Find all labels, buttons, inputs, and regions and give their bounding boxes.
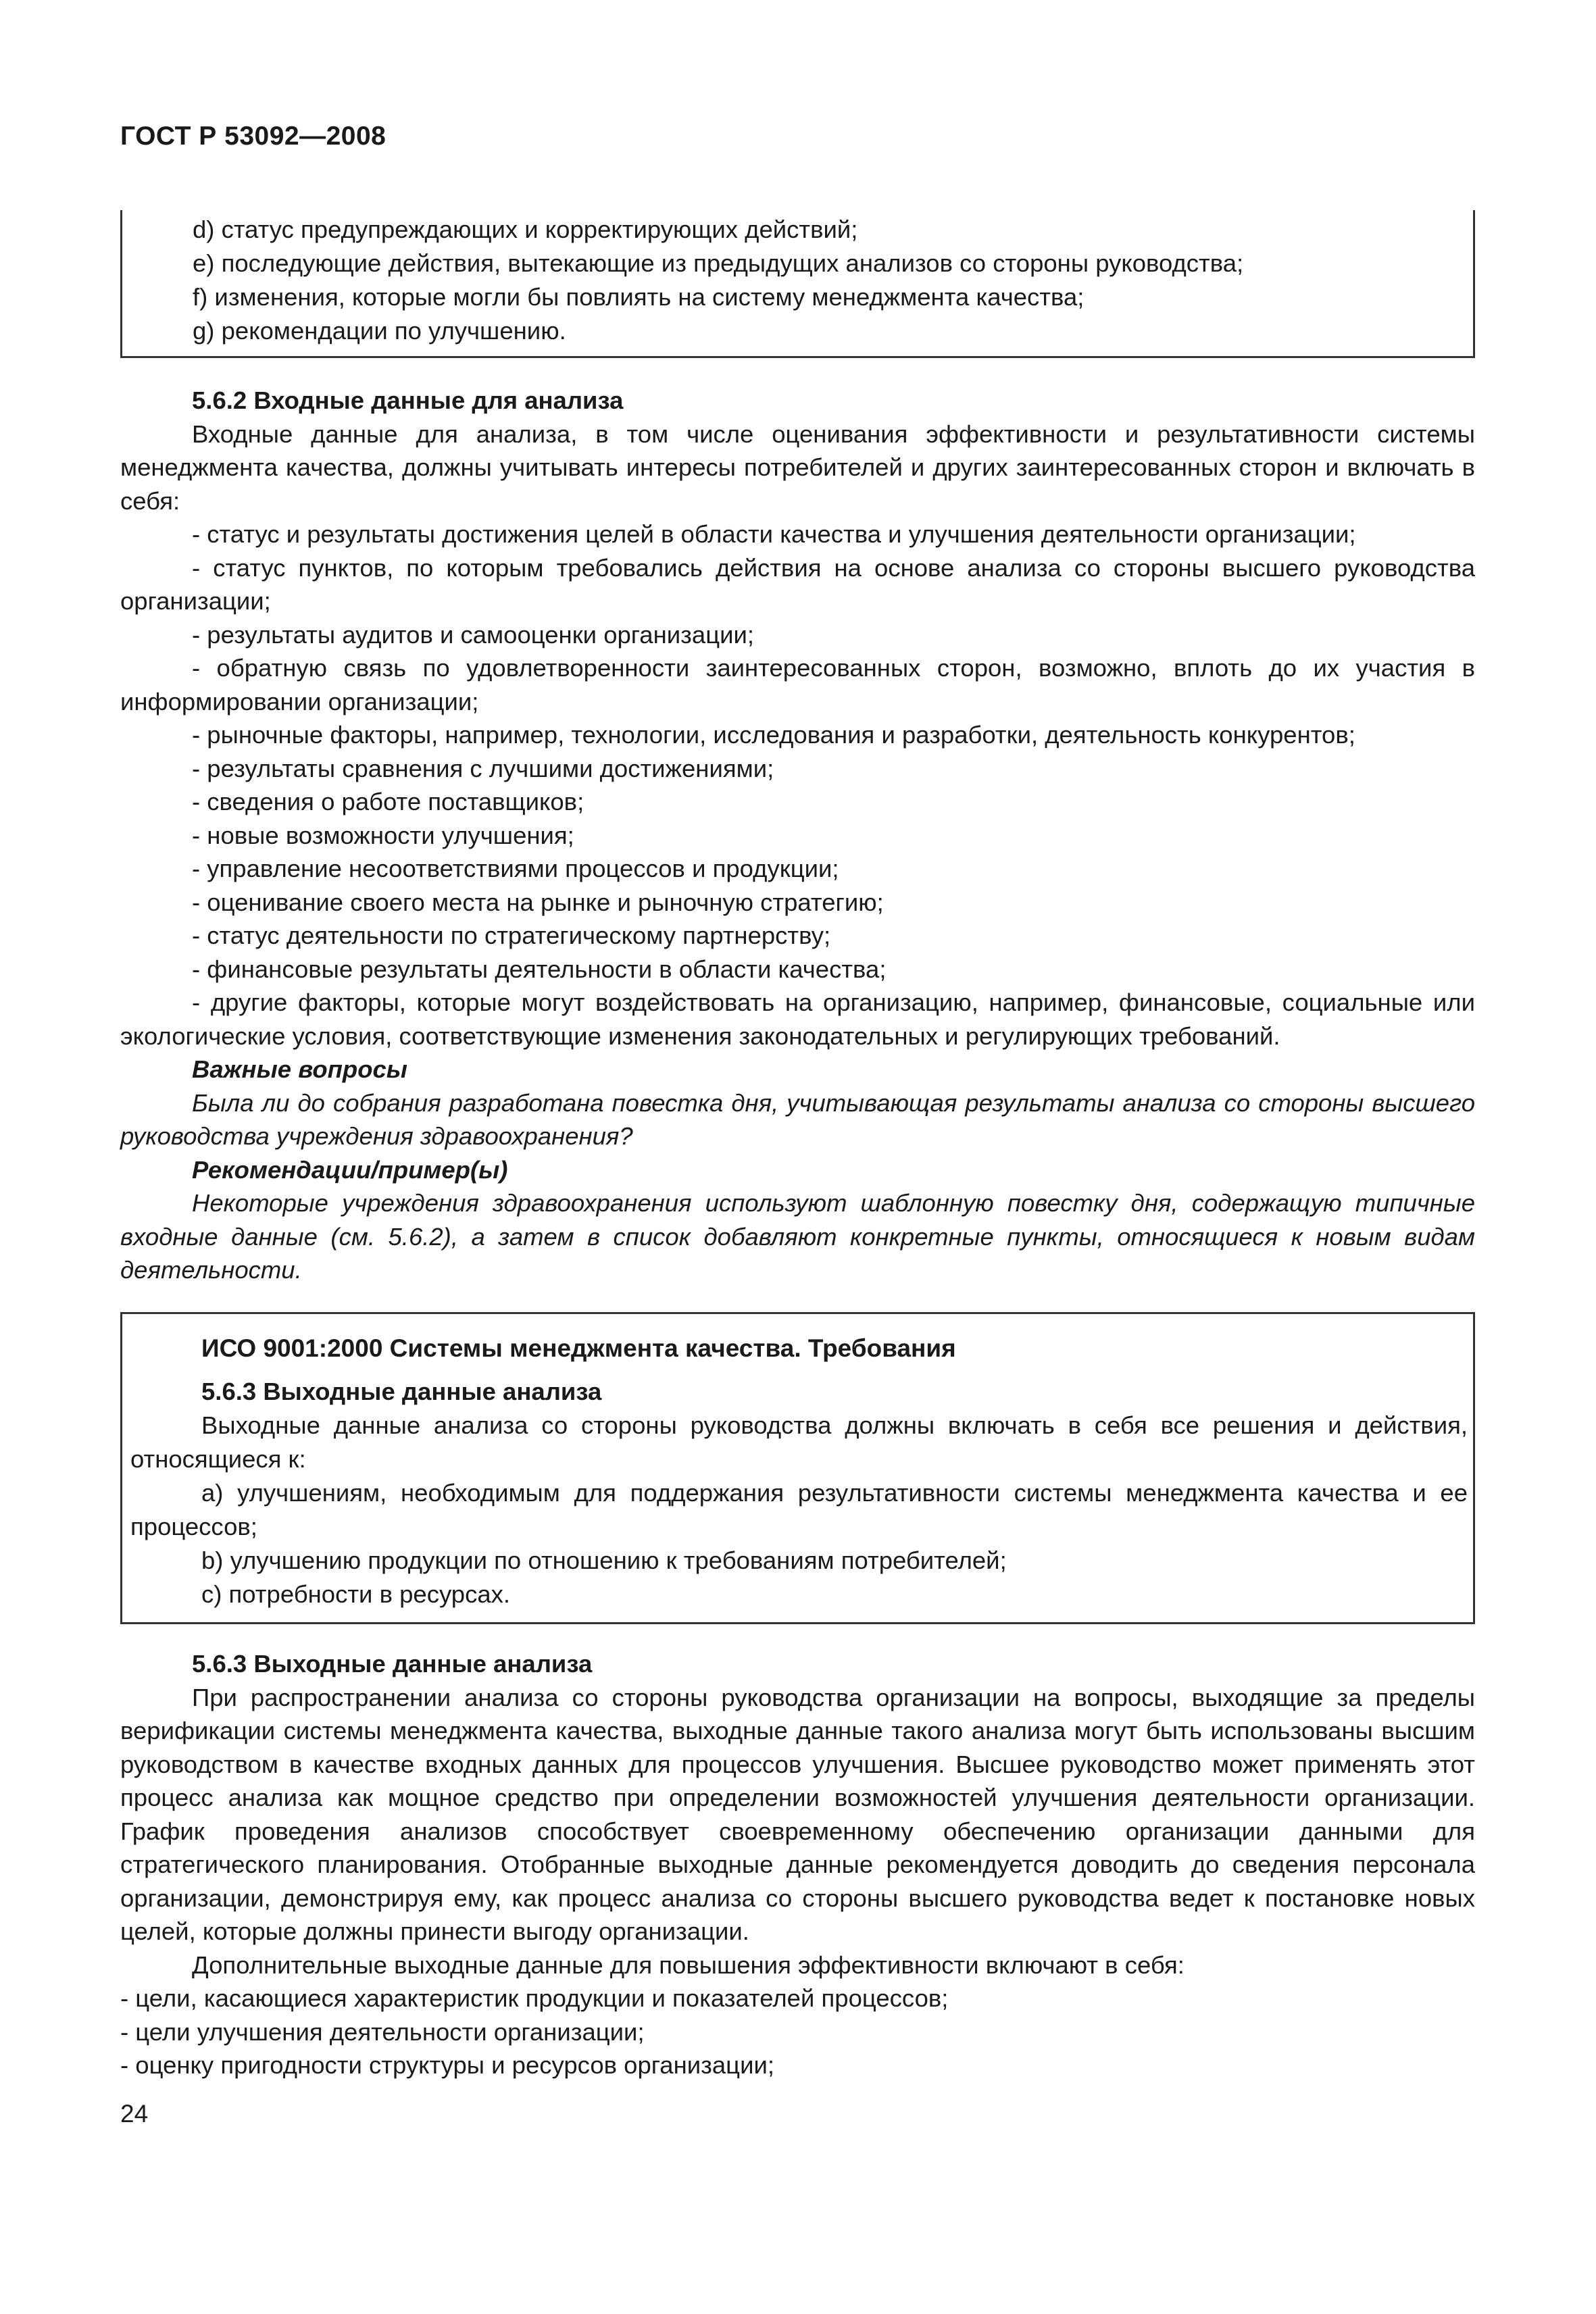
paragraph: Дополнительные выходные данные для повышения эффективности включают в себя:	[192, 1951, 1184, 1979]
list-item: - оценку пригодности структуры и ресурсов организации;	[120, 2051, 774, 2079]
list-item: - финансовые результаты деятельности в области качества;	[192, 955, 887, 983]
list-item: g) рекомендации по улучшению.	[193, 317, 566, 345]
questions-text: Была ли до собрания разработана повестка дня, учитывающая результаты анализа со стороны высшего руководства учреждения здравоохранения?	[120, 1088, 1475, 1150]
section-5-6-2	[120, 384, 1475, 1287]
list-item: - результаты аудитов и самооценки организации;	[192, 620, 755, 649]
list-item: с) потребности в ресурсах.	[201, 1580, 511, 1608]
recommendations-text: Некоторые учреждения здравоохранения используют шаблонную повестку дня, содержащую типичные входные данные (см. 5.6.2), а затем в список добавляют конкретные пункты, относящиеся к новым видам деятельности.	[120, 1189, 1475, 1284]
list-item: - другие факторы, которые могут воздействовать на организацию, например, финансовые, социальные или экологические условия, соответствующие изменения законодательных и регулирующих требований.	[120, 988, 1475, 1050]
list-item: - цели улучшения деятельности организации;	[120, 2017, 645, 2046]
questions-heading: Важные вопросы	[192, 1055, 407, 1083]
list-item: - статус пунктов, по которым требовались действия на основе анализа со стороны высшего руководства организации;	[120, 553, 1475, 615]
section-heading: 5.6.2 Входные данные для анализа	[192, 386, 624, 414]
list-item: - статус и результаты достижения целей в области качества и улучшения деятельности организации;	[192, 520, 1356, 548]
paragraph: Входные данные для анализа, в том числе оценивания эффективности и результативности системы менеджмента качества, должны учитывать интересы потребителей и других заинтересованных сторон и включать в себя:	[120, 420, 1475, 515]
document-header: ГОСТ Р 53092—2008	[120, 122, 386, 151]
list-item: - новые возможности улучшения;	[192, 821, 574, 849]
list-item: - обратную связь по удовлетворенности заинтересованных сторон, возможно, вплоть до их участия в информировании организации;	[120, 654, 1475, 715]
iso-box-title: ИСО 9001:2000 Системы менеджмента качества. Требования	[201, 1334, 956, 1362]
section-heading: 5.6.3 Выходные данные анализа	[192, 1650, 593, 1678]
recommendations-heading: Рекомендации/пример(ы)	[192, 1155, 508, 1184]
page-number: 24	[120, 2100, 149, 2128]
paragraph: Выходные данные анализа со стороны руководства должны включать в себя все решения и действия, относящиеся к:	[130, 1411, 1468, 1473]
list-item: - управление несоответствиями процессов и продукции;	[192, 855, 839, 882]
list-item: d) статус предупреждающих и корректирующих действий;	[193, 216, 858, 243]
paragraph: При распространении анализа со стороны руководства организации на вопросы, выходящие за пределы верификации системы менеджмента качества, выходные данные такого анализа могут быть использованы высшим руководством в качестве входных данных для процессов улучшения. Высшее руководство может применять этот процесс анализа как мощное средство при определении возможностей улучшения деятельности организации. График проведения анализов способствует своевременному обеспечению организации данными для стратегического планирования. Отобранные выходные данные рекомендуется доводить до сведения персонала организации, демонстрируя ему, как процесс анализа со стороны высшего руководства ведет к постановке новых целей, которые должны принести выгоду организации.	[120, 1683, 1475, 1945]
list-item: f) изменения, которые могли бы повлиять на систему менеджмента качества;	[193, 283, 1084, 311]
section-5-6-3	[120, 1647, 1475, 2082]
list-item: - сведения о работе поставщиков;	[192, 788, 584, 815]
list-item: - цели, касающиеся характеристик продукции и показателей процессов;	[120, 1984, 949, 2012]
list-item: - рыночные факторы, например, технологии, исследования и разработки, деятельность конкурентов;	[192, 721, 1355, 749]
list-item: - оценивание своего места на рынке и рыночную стратегию;	[192, 888, 884, 916]
list-item: а) улучшениям, необходимым для поддержания результативности системы менеджмента качества и ее процессов;	[130, 1479, 1468, 1540]
iso-quote-box	[120, 1312, 1475, 1624]
list-item: е) последующие действия, вытекающие из предыдущих анализов со стороны руководства;	[193, 249, 1244, 277]
iso-box-heading: 5.6.3 Выходные данные анализа	[201, 1378, 602, 1405]
list-item: - результаты сравнения с лучшими достижениями;	[192, 754, 774, 782]
list-item: b) улучшению продукции по отношению к требованиям потребителей;	[201, 1546, 1007, 1574]
continued-list-box	[120, 210, 1475, 358]
list-item: - статус деятельности по стратегическому партнерству;	[192, 922, 831, 949]
